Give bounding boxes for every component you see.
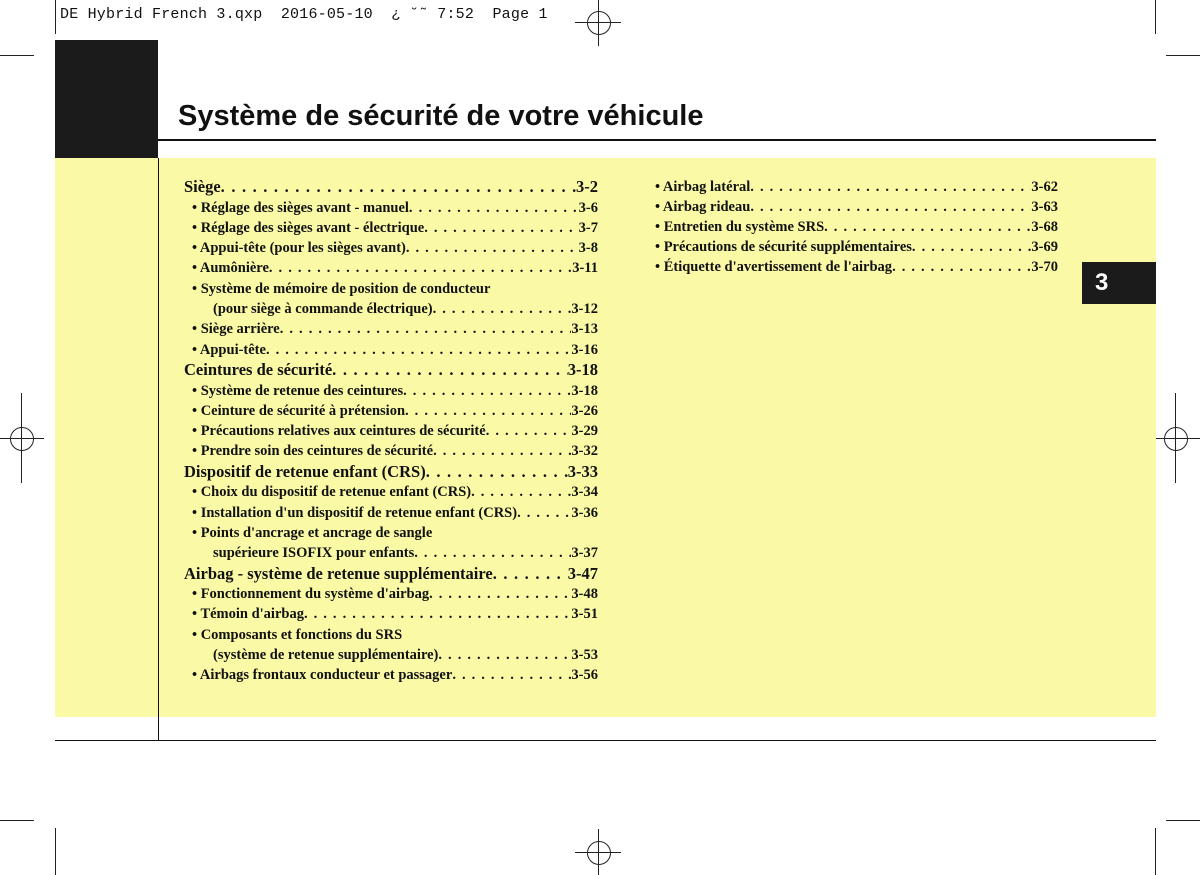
toc-entry[interactable] [184, 218, 598, 238]
dot-leader [406, 238, 579, 258]
toc-entry-title: • Fonctionnement du système d'airbag [192, 586, 430, 603]
crop-mark [55, 0, 56, 34]
toc-entry[interactable] [184, 238, 598, 258]
dot-leader [912, 237, 1031, 257]
toc-entry[interactable] [655, 237, 1058, 257]
dot-leader [426, 462, 568, 483]
toc-entry[interactable] [655, 217, 1058, 237]
toc-entry-page: 3-26 [571, 402, 598, 419]
toc-entry[interactable] [184, 401, 598, 421]
dot-leader [433, 299, 572, 319]
toc-entry-page: 3-29 [571, 423, 598, 440]
toc-entry-page: 3-8 [578, 240, 598, 257]
crop-mark [1155, 0, 1156, 34]
toc-entry[interactable] [184, 381, 598, 401]
toc-column-right [655, 177, 1058, 277]
toc-entry[interactable] [184, 279, 598, 299]
toc-entry-title: supérieure ISOFIX pour enfants [213, 545, 415, 562]
toc-entry-page: 3-69 [1031, 239, 1058, 255]
print-slug: DE Hybrid French 3.qxp 2016-05-10 ¿ ˘˜ 7:52 Page 1 [60, 6, 548, 23]
toc-entry[interactable] [184, 604, 598, 624]
toc-entry-title: • Ceinture de sécurité à prétension [192, 402, 406, 419]
toc-entry[interactable] [184, 543, 598, 563]
toc-entry-title: • Prendre soin des ceintures de sécurité [192, 443, 434, 460]
toc-entry-page: 3-32 [571, 443, 598, 460]
toc-entry[interactable] [184, 177, 598, 198]
dot-leader [409, 198, 579, 218]
crop-mark [0, 55, 34, 56]
toc-entry[interactable] [184, 198, 598, 218]
toc-entry-page: 3-6 [578, 199, 598, 216]
toc-entry-title: • Siège arrière [192, 321, 280, 338]
title-rule [158, 139, 1156, 141]
toc-entry-title: • Aumônière [192, 260, 269, 277]
toc-entry-page: 3-12 [571, 301, 598, 318]
toc-entry[interactable] [184, 258, 598, 278]
toc-entry-page: 3-11 [572, 260, 598, 277]
toc-entry-page: 3-16 [571, 341, 598, 358]
page-title: Système de sécurité de votre véhicule [178, 100, 704, 132]
toc-entry-title: • Composants et fonctions du SRS [192, 626, 403, 643]
dot-leader [750, 177, 1031, 197]
crop-mark [0, 820, 34, 821]
toc-entry-page: 3-53 [571, 647, 598, 664]
toc-entry-title: • Appui-tête [192, 341, 266, 358]
dot-leader [824, 217, 1031, 237]
toc-entry-title: • Installation d'un dispositif de retenue enfant (CRS) [192, 504, 518, 521]
toc-entry-title: • Airbag rideau [655, 199, 751, 215]
dot-leader [493, 564, 568, 585]
dot-leader [304, 604, 571, 624]
chapter-tab[interactable]: 3 [1082, 262, 1156, 304]
dot-leader [750, 197, 1031, 217]
toc-entry-title: • Témoin d'airbag [192, 606, 304, 623]
toc-entry[interactable] [184, 421, 598, 441]
dot-leader [269, 258, 572, 278]
dot-leader [414, 543, 571, 563]
toc-entry-page: 3-18 [567, 359, 598, 379]
toc-entry-title: Ceintures de sécurité [184, 359, 333, 379]
toc-entry-page: 3-48 [571, 586, 598, 603]
toc-entry-page: 3-34 [571, 484, 598, 501]
toc-entry[interactable] [655, 177, 1058, 197]
toc-entry[interactable] [184, 441, 598, 461]
crop-mark [1166, 55, 1200, 56]
dot-leader [405, 401, 571, 421]
bottom-rule [55, 740, 1156, 741]
toc-entry[interactable] [184, 319, 598, 339]
toc-entry-page: 3-13 [571, 321, 598, 338]
dot-leader [438, 645, 571, 665]
dot-leader [471, 482, 571, 502]
toc-entry[interactable] [184, 299, 598, 319]
toc-entry-title: • Entretien du système SRS [655, 219, 825, 235]
toc-entry-title: Airbag - système de retenue supplémentaire [184, 563, 493, 583]
toc-entry[interactable] [184, 503, 598, 523]
dot-leader [266, 340, 571, 360]
toc-entry-title: • Système de retenue des ceintures [192, 382, 404, 399]
toc-entry-page: 3-68 [1031, 219, 1058, 235]
crop-mark [55, 828, 56, 875]
toc-entry-page: 3-2 [576, 177, 598, 196]
toc-entry-title: • Airbag latéral [655, 179, 751, 195]
toc-entry-title: • Précautions de sécurité supplémentaires [655, 239, 912, 255]
toc-entry-page: 3-33 [567, 461, 598, 481]
toc-entry-title: • Appui-tête (pour les sièges avant) [192, 240, 406, 257]
dot-leader [221, 177, 576, 198]
dot-leader [892, 257, 1031, 277]
dot-leader [403, 381, 571, 401]
toc-entry-title: Siège [184, 177, 221, 196]
toc-entry[interactable] [184, 340, 598, 360]
margin-rule [158, 158, 159, 740]
toc-entry-title: • Airbags frontaux conducteur et passager [192, 667, 453, 684]
toc-entry[interactable] [184, 584, 598, 604]
toc-entry-page: 3-18 [571, 382, 598, 399]
toc-entry[interactable] [655, 197, 1058, 217]
toc-entry-title: (pour siège à commande électrique) [213, 301, 433, 318]
toc-entry-title: • Étiquette d'avertissement de l'airbag [655, 259, 893, 275]
toc-entry-page: 3-36 [571, 504, 598, 521]
crop-mark [1155, 828, 1156, 875]
toc-entry-page: 3-56 [571, 667, 598, 684]
toc-entry-title: • Précautions relatives aux ceintures de sécurité [192, 423, 486, 440]
toc-entry-title: • Réglage des sièges avant - électrique [192, 219, 425, 236]
dot-leader [429, 584, 571, 604]
toc-entry-title: (système de retenue supplémentaire) [213, 647, 439, 664]
toc-entry[interactable] [184, 462, 598, 483]
crop-mark [1166, 820, 1200, 821]
toc-entry-page: 3-70 [1031, 259, 1058, 275]
dot-leader [452, 665, 571, 685]
dot-leader [517, 503, 571, 523]
dot-leader [433, 441, 571, 461]
dot-leader [332, 360, 568, 381]
toc-entry-page: 3-63 [1031, 199, 1058, 215]
dot-leader [486, 421, 572, 441]
toc-entry[interactable] [184, 625, 598, 645]
toc-entry-page: 3-62 [1031, 179, 1058, 195]
toc-entry[interactable] [184, 523, 598, 543]
toc-entry[interactable] [184, 360, 598, 381]
toc-column-left [184, 177, 598, 686]
toc-entry-title: • Réglage des sièges avant - manuel [192, 199, 409, 216]
toc-entry-title: • Points d'ancrage et ancrage de sangle [192, 524, 433, 541]
toc-entry[interactable] [184, 665, 598, 685]
toc-entry-page: 3-47 [567, 563, 598, 583]
toc-entry[interactable] [184, 645, 598, 665]
toc-entry-title: • Système de mémoire de position de conducteur [192, 280, 491, 297]
chapter-corner-block [55, 40, 158, 158]
toc-entry-page: 3-51 [571, 606, 598, 623]
toc-entry-title: • Choix du dispositif de retenue enfant (CRS) [192, 484, 472, 501]
dot-leader [424, 218, 578, 238]
toc-entry-title: Dispositif de retenue enfant (CRS) [184, 461, 426, 481]
dot-leader [280, 319, 572, 339]
toc-entry[interactable] [655, 257, 1058, 277]
toc-entry-page: 3-7 [578, 219, 598, 236]
toc-entry-page: 3-37 [571, 545, 598, 562]
toc-entry[interactable] [184, 482, 598, 502]
toc-entry[interactable] [184, 564, 598, 585]
